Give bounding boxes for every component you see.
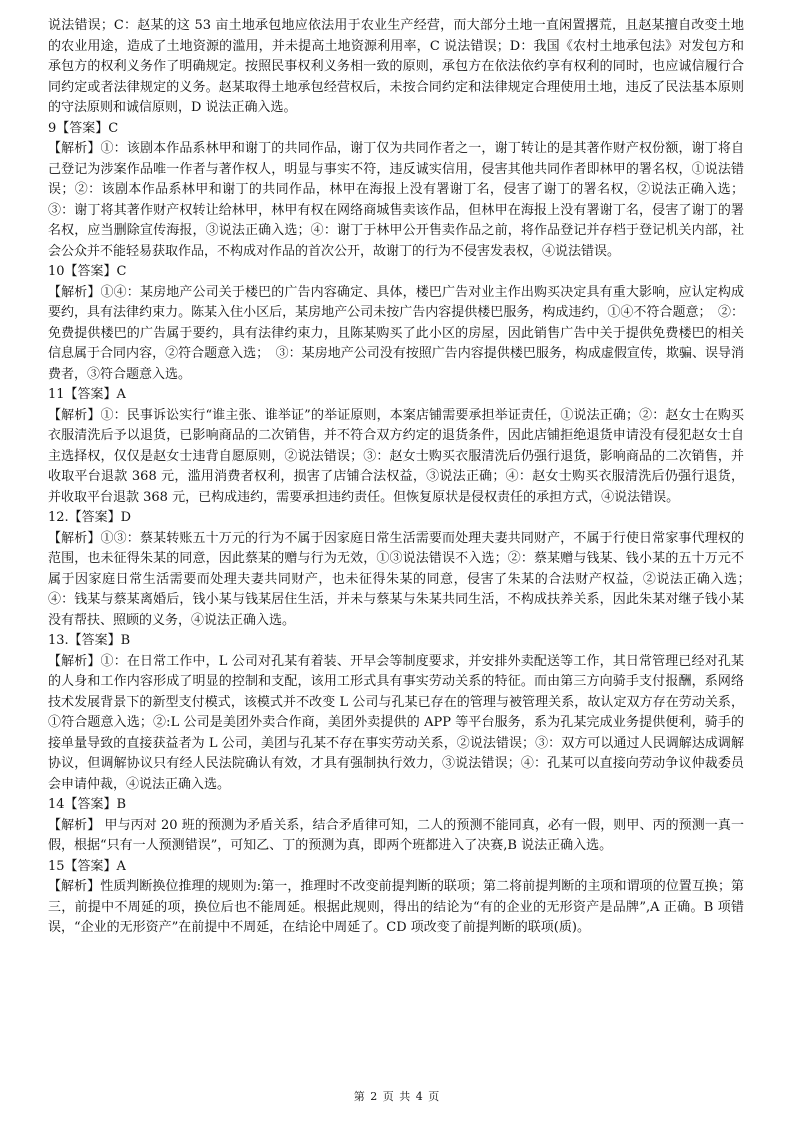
- answer-heading: 12.【答案】D: [48, 510, 132, 525]
- explanation-paragraph: 【解析】 甲与丙对 20 班的预测为矛盾关系，结合矛盾律可知，二人的预测不能同真，必有一假，则甲、丙的预测一真一假，根据“只有一人预测错误”，可知乙、丁的预测为真，即两个班都进入了决赛,B 说法正确入选。: [48, 817, 744, 853]
- answer-heading: 15【答案】A: [48, 858, 126, 874]
- explanation-paragraph: 【解析】①③：蔡某转账五十万元的行为不属于因家庭日常生活需要而处理夫妻共同财产，不属于行使日常家事代理权的范围，也未征得朱某的同意，因此蔡某的赠与行为无效，①③说法错误不入选；②：蔡某赠与钱某、钱小某的五十万元不属于因家庭日常生活需要而处理夫妻共同财产，也未征得朱某的同意，侵害了朱某的合法财产权益，②说法正确入选； ④：钱某与蔡某离婚后，钱小某与钱某居住生活，并未与蔡某与朱某共同生活，不构成扶养关系，因此朱某对继子钱小某没有帮扶、照顾的义务，④说法正确入选。: [48, 530, 758, 628]
- page-footer: 第 2 页 共 4 页: [353, 1090, 441, 1103]
- explanation-paragraph: 【解析】①：该剧本作品系林甲和谢丁的共同作品，谢丁仅为共同作者之一，谢丁转让的是其著作财产权份额，谢丁将自己登记为涉案作品唯一作者与著作权人，明显与事实不符，违反诚实信用，侵害其他共同作者即林甲的署名权，①说法错误；②：该剧本作品系林甲和谢丁的共同作品，林甲在海报上没有署谢丁名，侵害了谢丁的署名权，②说法正确入选；③：谢丁将其著作财产权转让给林甲，林甲有权在网络商城售卖该作品，但林甲在海报上没有署谢丁名，侵害了谢丁的署名权，应当删除宣传海报，③说法正确入选；④：谢丁于林甲公开售卖作品之前，将作品登记并存档于登记机关内部，社会公众并不能轻易获取作品，不构成对作品的首次公开，故谢丁的行为不侵害发表权，④说法错误。: [48, 141, 744, 259]
- explanation-paragraph: 【解析】性质判断换位推理的规则为:第一，推理时不改变前提判断的联项；第二将前提判断的主项和谓项的位置互换；第三，前提中不周延的项，换位后也不能周延。根据此规则，得出的结论为“有的企业的无形资产是品牌”,A 正确。B 项错误，“企业的无形资产”在前提中不周延，在结论中周延了。CD 项改变了前提判断的联项(质)。: [48, 879, 744, 935]
- answer-heading: 10【答案】C: [48, 264, 127, 279]
- explanation-paragraph: 【解析】①：在日常工作中，L 公司对孔某有着装、开早会等制度要求，并安排外卖配送等工作，其日常管理已经对孔某的人身和工作内容形成了明显的控制和支配，该用工形式具有事实劳动关系的特征。而由第三方向骑手支付报酬，系网络技术发展背景下的新型支付模式，该模式并不改变 L 公司与孔某已存在的管理与被管理关系，故认定双方存在劳动关系，①符合题意入选；②:L 公司是美团外卖合作商，美团外卖提供的 APP 等平台服务，系为孔某完成业务提供便利，骑手的接单量导致的直接获益者为 L 公司，美团与孔某不存在事实劳动关系，②说法错误；③：双方可以通过人民调解达成调解协议，但调解协议只有经人民法院确认有效，才具有强制执行效力，③说法错误；④：孔某可以直接向劳动争议仲裁委员会申请仲裁，④说法正确入选。: [48, 653, 744, 792]
- answer-heading: 13.【答案】B: [48, 633, 131, 648]
- explanation-paragraph: 【解析】①：民事诉讼实行“谁主张、谁举证”的举证原则，本案店铺需要承担举证责任，①说法正确；②：赵女士在购买衣服清洗后予以退货，已影响商品的二次销售，并不符合双方约定的退货条件，因此店铺拒绝退货申请没有侵犯赵女士自主选择权，仅仅是赵女士违背自愿原则，②说法错误；③：赵女士购买衣服清洗后仍强行退货，影响商品的二次销售，并收取平台退款 368 元，滥用消费者权利，损害了店铺合法权益，③说法正确；④：赵女士购买衣服清洗后仍强行退货，并收取平台退款 368 元，已构成违约，需要承担违约责任。但恢复原状是侵权责任的承担方式，④说法错误。: [48, 407, 744, 505]
- explanation-paragraph: 说法错误；C：赵某的这 53 亩土地承包地应依法用于农业生产经营，而大部分土地一直闲置撂荒，且赵某擅自改变土地的农业用途，造成了土地资源的滥用，并未提高土地资源利用率，C 说法错误；D：我国《农村土地承包法》对发包方和承包方的权利义务作了明确规定。按照民事权利义务相一致的原则，承包方在依法依约享有权利的同时，也应诚信履行合同约定或者法律规定的义务。赵某取得土地承包经营权后，未按合同约定和法律规定合理使用土地，违反了民法基本原则的守法原则和诚信原则，D 说法正确入选。: [48, 18, 744, 115]
- answer-heading: 11【答案】A: [48, 387, 126, 402]
- answer-content: [48, 16, 758, 939]
- explanation-paragraph: 【解析】①④：某房地产公司关于楼巴的广告内容确定、具体，楼巴广告对业主作出购买决定具有重大影响，应认定构成要约，具有法律约束力。陈某入住小区后，某房地产公司未按广告内容提供楼巴服务，构成违约，①④不符合题意； ②：免费提供楼巴的广告属于要约，具有法律约束力，且陈某购买了此小区的房屋，因此销售广告中关于提供免费楼巴的相关信息属于合同内容，②符合题意入选； ③：某房地产公司没有按照广告内容提供楼巴服务，构成虚假宣传，欺骗、误导消费者，③符合题意入选。: [48, 284, 744, 382]
- answer-heading: 14【答案】B: [48, 797, 127, 812]
- answer-heading: 9【答案】C: [48, 120, 119, 136]
